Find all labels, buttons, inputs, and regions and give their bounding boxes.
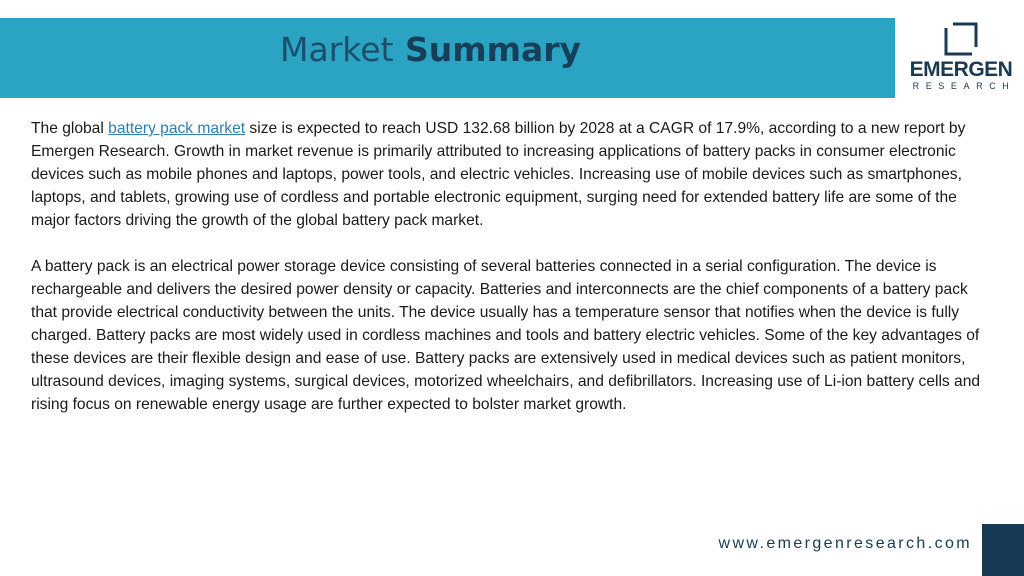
company-logo [905, 20, 1017, 94]
paragraph-2: A battery pack is an electrical power storage device consisting of several batteries connected in a serial configuration. The device is rechargeable and delivers the desired power density or capacity. Batteries and interconnects are the chief components of a battery pack that provide electrical conductivity between the units. The device usually has a temperature sensor that notifies when the device is fully charged. Battery packs are most widely used in cordless machines and tools and battery electric vehicles. Some of the key advantages of these devices are their flexible design and ease of use. Battery packs are extensively used in medical devices such as patient monitors, ultrasound devices, imaging systems, surgical devices, motorized wheelchairs, and defibrillators. Increasing use of Li-ion battery cells and rising focus on renewable energy usage are further expected to bolster market growth. [31, 258, 981, 413]
battery-pack-market-link[interactable]: battery pack market [108, 120, 246, 137]
title-light: Market [280, 30, 394, 69]
p1-intro: The global [31, 120, 109, 137]
p1-rest: size is expected to reach USD 132.68 billion by 2028 at a CAGR of 17.9%, according to a new report by Emergen Research. Growth in market revenue is primarily attributed to increasing applications of battery packs in consumer electronic devices such as mobile phones and laptops, power tools, and electric vehicles. Increasing use of mobile devices such as smartphones, laptops, and tablets, growing use of cordless and portable electronic equipment, surging need for extended battery life are some of the major factors driving the growth of the global battery pack market. [31, 120, 966, 229]
title-bold: Summary [404, 30, 582, 69]
footer-accent-block [982, 524, 1024, 576]
page-title [280, 28, 581, 72]
logo-name: EMERGEN [909, 58, 1013, 81]
market-summary-body [31, 117, 981, 439]
emergen-square-logo-icon [944, 22, 978, 56]
logo-subtitle: RESEARCH [912, 81, 1016, 91]
paragraph-1 [31, 117, 981, 232]
website-url: www.emergenresearch.com [718, 535, 972, 552]
